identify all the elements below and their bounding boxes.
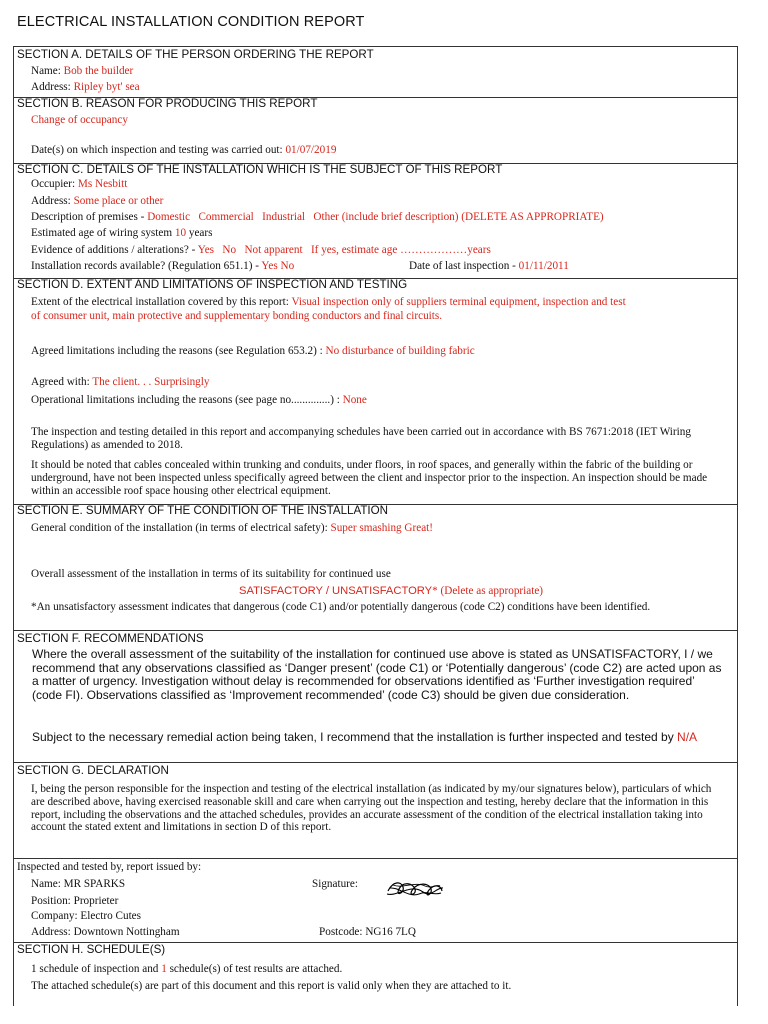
wiring-age-value[interactable]: 10 xyxy=(174,227,187,239)
section-d xyxy=(14,279,737,505)
occupier-row xyxy=(31,178,127,190)
inspector-company-label: Company: xyxy=(31,910,78,922)
occupier-label: Occupier: xyxy=(31,178,76,190)
assessment-choice xyxy=(239,585,543,597)
section-f xyxy=(14,631,737,763)
section-e-heading: SECTION E. SUMMARY OF THE CONDITION OF THE INSTALLATION xyxy=(17,504,389,517)
section-f-heading: SECTION F. RECOMMENDATIONS xyxy=(17,632,204,645)
inspector-position-value[interactable]: Proprieter xyxy=(73,895,119,907)
operational-limitations-row xyxy=(31,394,367,406)
remedial-action-text: Subject to the necessary remedial action being taken, I recommend that the installation is further inspected and tested by xyxy=(32,730,674,744)
inspector-address-value[interactable]: Downtown Nottingham xyxy=(73,926,180,938)
wiring-age-label: Estimated age of wiring system xyxy=(31,227,173,239)
orderer-address-label: Address: xyxy=(31,81,71,93)
general-condition-value[interactable]: Super smashing Great! xyxy=(330,522,433,534)
section-e xyxy=(14,505,737,631)
schedules-count[interactable]: 1 xyxy=(161,963,167,975)
orderer-name-row xyxy=(31,65,133,77)
schedules-row xyxy=(31,963,342,975)
inspector-address-label: Address: xyxy=(31,926,71,938)
occupier-value[interactable]: Ms Nesbitt xyxy=(77,178,128,190)
inspector-company-value[interactable]: Electro Cutes xyxy=(80,910,142,922)
last-inspection-value[interactable]: 01/11/2011 xyxy=(518,260,569,272)
alterations-options[interactable]: Yes No Not apparent If yes, estimate age ………………years xyxy=(197,244,491,256)
inspector-address-row xyxy=(31,926,180,938)
orderer-name-label: Name: xyxy=(31,65,61,77)
operational-limitations-value[interactable]: None xyxy=(342,394,367,406)
assessment-note: * (Delete as appropriate) xyxy=(432,585,544,597)
inspector-name-value[interactable]: MR SPARKS xyxy=(63,878,126,890)
installation-address-row xyxy=(31,195,163,207)
agreed-limitations-row xyxy=(31,345,475,357)
installation-address-value[interactable]: Some place or other xyxy=(73,195,164,207)
inspector-postcode-label: Postcode: xyxy=(319,926,363,938)
section-d-heading: SECTION D. EXTENT AND LIMITATIONS OF INSPECTION AND TESTING xyxy=(17,278,408,291)
inspector-company-row xyxy=(31,910,141,922)
inspector-name-label: Name: xyxy=(31,878,61,890)
inspector-position-row xyxy=(31,895,118,907)
overall-assessment-label: Overall assessment of the installation in terms of its suitability for continued use xyxy=(31,568,391,580)
section-c-heading: SECTION C. DETAILS OF THE INSTALLATION WHICH IS THE SUBJECT OF THIS REPORT xyxy=(17,163,503,176)
agreed-with-label: Agreed with: xyxy=(31,376,90,388)
records-label: Installation records available? (Regulation 651.1) - xyxy=(31,260,260,272)
section-b-heading: SECTION B. REASON FOR PRODUCING THIS REPORT xyxy=(17,97,318,110)
section-g-heading: SECTION G. DECLARATION xyxy=(17,764,169,777)
records-row xyxy=(31,260,294,272)
premises-label: Description of premises - xyxy=(31,211,145,223)
last-inspection-label: Date of last inspection - xyxy=(409,260,516,272)
section-a-heading: SECTION A. DETAILS OF THE PERSON ORDERING THE REPORT xyxy=(17,48,374,61)
signature-image xyxy=(385,877,445,903)
last-inspection-row xyxy=(409,260,569,272)
premises-row xyxy=(31,211,604,223)
inspector-details xyxy=(14,859,737,943)
signature-label: Signature: xyxy=(312,878,358,890)
reinspection-value[interactable]: N/A xyxy=(677,730,698,744)
schedules-text-b: schedule(s) of test results are attached. xyxy=(169,963,343,975)
alterations-row xyxy=(31,244,491,256)
extent-row xyxy=(31,296,626,308)
schedules-validity: The attached schedule(s) are part of this document and this report is valid only when they are attached to it. xyxy=(31,980,512,992)
declaration-paragraph: I, being the person responsible for the inspection and testing of the electrical installation (as indicated by my/our signatures below), particulars of which are described above, having exercised reasonable skill and care when carrying out the inspection and testing, hereby declare that the information in this report, including the observations and the attached schedules, provides an accurate assessment of the condition of the electrical installation taking into account the stated extent and limitations in section D of this report. xyxy=(31,783,712,834)
inspector-name-row xyxy=(31,878,125,890)
inspector-postcode-row xyxy=(319,926,416,938)
records-value[interactable]: Yes No xyxy=(261,260,295,272)
section-a xyxy=(14,47,737,98)
concealed-cables-paragraph: It should be noted that cables concealed within trunking and conduits, under floors, in roof spaces, and generally within the fabric of the building or underground, have not been inspected unless specifically agreed between the client and inspector prior to the inspection. An inspection should be made within an accessible roof space housing other electrical equipment. xyxy=(31,459,708,497)
extent-label: Extent of the electrical installation covered by this report: xyxy=(31,296,289,308)
agreed-limitations-label: Agreed limitations including the reasons (see Regulation 653.2) : xyxy=(31,345,323,357)
section-b xyxy=(14,98,737,164)
inspection-date-value[interactable]: 01/07/2019 xyxy=(285,144,337,156)
premises-options[interactable]: Domestic Commercial Industrial Other (include brief description) (DELETE AS APPROPRIATE) xyxy=(147,211,604,223)
alterations-label: Evidence of additions / alterations? - xyxy=(31,244,196,256)
agreed-limitations-value[interactable]: No disturbance of building fabric xyxy=(325,345,475,357)
installation-address-label: Address: xyxy=(31,195,71,207)
general-condition-label: General condition of the installation (in terms of electrical safety): xyxy=(31,522,328,534)
reason-value[interactable]: Change of occupancy xyxy=(31,114,128,126)
orderer-address-value[interactable]: Ripley byt' sea xyxy=(73,81,140,93)
inspector-heading: Inspected and tested by, report issued by: xyxy=(17,861,202,873)
section-g xyxy=(14,763,737,859)
section-c xyxy=(14,164,737,279)
inspection-date-row xyxy=(31,144,336,156)
inspector-postcode-value[interactable]: NG16 7LQ xyxy=(365,926,416,938)
extent-value-line2[interactable]: of consumer unit, main protective and supplementary bonding conductors and final circuits. xyxy=(31,310,443,322)
schedules-text-a: 1 schedule of inspection and xyxy=(31,963,159,975)
section-h xyxy=(14,943,737,1007)
section-h-heading: SECTION H. SCHEDULE(S) xyxy=(17,943,166,956)
orderer-address-row xyxy=(31,81,140,93)
inspection-date-label: Date(s) on which inspection and testing was carried out: xyxy=(31,144,283,156)
agreed-with-row xyxy=(31,376,209,388)
inspector-position-label: Position: xyxy=(31,895,71,907)
wiring-age-unit: years xyxy=(188,227,213,239)
compliance-paragraph: The inspection and testing detailed in this report and accompanying schedules have been carried out in accordance with BS 7671:2018 (IET Wiring Regulations) as amended to 2018. xyxy=(31,426,691,451)
wiring-age-row xyxy=(31,227,212,239)
operational-limitations-label: Operational limitations including the reasons (see page no..............) : xyxy=(31,394,340,406)
general-condition-row xyxy=(31,522,433,534)
report-form xyxy=(13,46,738,1006)
recommendations-paragraph: Where the overall assessment of the suitability of the installation for continued use above is stated as UNSATISFACTORY, I / we recommend that any observations classified as ‘Danger present’ (code C1) or ‘Potentially dangerous’ (code C2) are acted upon as a matter of urgency. Investigation without delay is recommended for observations identified as ‘Further investigation required’ (code FI). Observations classified as ‘Improvement recommended’ (code C3) should be given due consideration. xyxy=(32,647,722,702)
assessment-options[interactable]: SATISFACTORY / UNSATISFACTORY xyxy=(239,585,433,597)
page-title: ELECTRICAL INSTALLATION CONDITION REPORT xyxy=(17,14,365,30)
extent-value-line1[interactable]: Visual inspection only of suppliers terminal equipment, inspection and test xyxy=(291,296,626,308)
unsatisfactory-footnote: *An unsatisfactory assessment indicates that dangerous (code C1) and/or potentially dangerous (code C2) conditions have been identified. xyxy=(31,601,651,613)
orderer-name-value[interactable]: Bob the builder xyxy=(63,65,134,77)
remedial-action-paragraph xyxy=(32,731,722,745)
agreed-with-value[interactable]: The client. . . Surprisingly xyxy=(92,376,210,388)
